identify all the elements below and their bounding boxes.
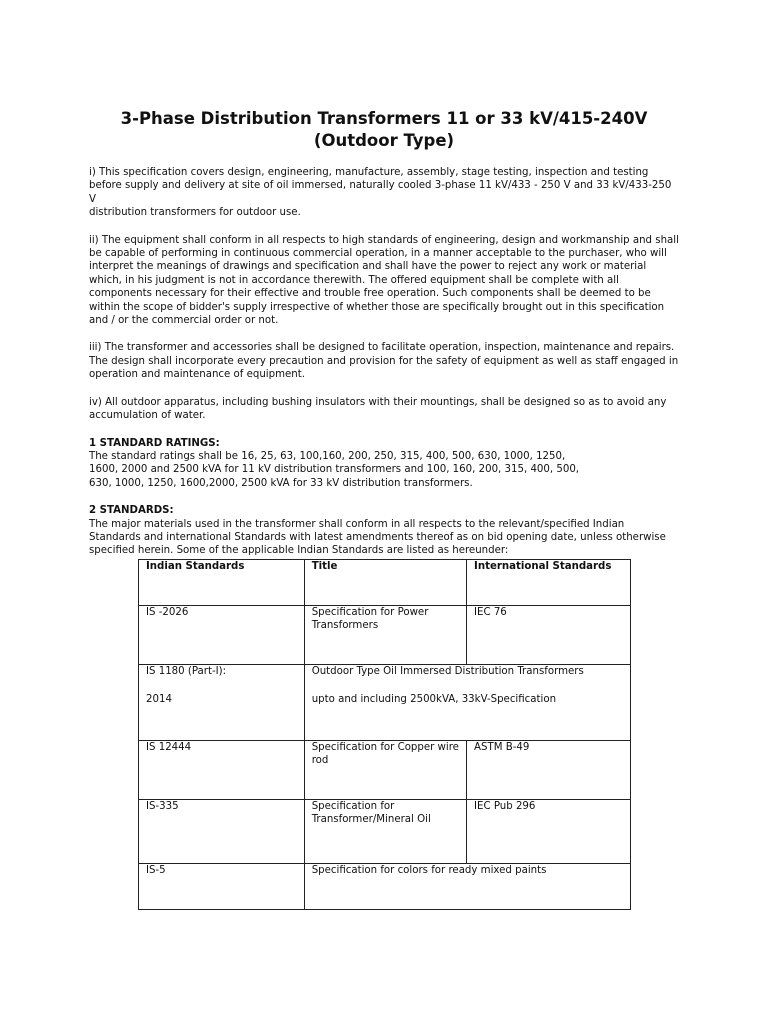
table-cell-line: upto and including 2500kVA, 33kV-Specification: [311, 694, 557, 706]
table-cell-title: Specification for Power Transformers: [304, 606, 466, 665]
table-header-row: [139, 560, 631, 606]
paragraph-standards-of-engineering: ii) The equipment shall conform in all respects to high standards of engineering, design and workmanship and shall be capable of performing in continuous commercial operation, in a manner acceptable to the purchaser, who will interpret the meanings of drawings and specification and shall have the power to reject any work or material which, in his judgment is not in accordance therewith. The offered equipment shall be complete with all components necessary for their effective and trouble free operation. Such components shall be deemed to be within the scope of bidder's supply irrespective of whether those are specifically brought out in this specification and / or the commercial order or not.: [89, 234, 679, 327]
paragraph-scope: i) This specification covers design, engineering, manufacture, assembly, stage testing, inspection and testing before supply and delivery at site of oil immersed, naturally cooled 3-phase 11 kV/433 - 250 V and 33 kV/433-250 V distribution transformers for outdoor use.: [89, 167, 672, 219]
table-row: [139, 741, 631, 800]
table-row: [139, 606, 631, 665]
paragraph-outdoor-apparatus: iv) All outdoor apparatus, including bushing insulators with their mountings, shall be designed so as to avoid any accumulation of water.: [89, 396, 667, 422]
table-cell-title: Specification for colors for ready mixed paints: [304, 864, 630, 910]
paragraph-design-safety: iii) The transformer and accessories shall be designed to facilitate operation, inspection, maintenance and repairs. The design shall incorporate every precaution and provision for the safety of equipment as well as staff engaged in operation and maintenance of equipment.: [89, 342, 679, 381]
table-row: [139, 864, 631, 910]
table-cell-line: 2014: [146, 694, 172, 706]
table-header-cell: International Standards: [467, 560, 631, 606]
section-body-standards: The major materials used in the transformer shall conform in all respects to the relevant/specified Indian Standards and international Standards with latest amendments thereof as on bid opening date, unless otherwise specified herein. Some of the applicable Indian Standards are listed as hereunder:: [89, 518, 666, 557]
table-cell-indian-standard: [139, 665, 305, 741]
table-cell-international-standard: IEC 76: [467, 606, 631, 665]
section-body-ratings: The standard ratings shall be 16, 25, 63, 100,160, 200, 250, 315, 400, 500, 630, 1000, 1250, 1600, 2000 and 2500 kVA for 11 kV distribution transformers and 100, 160, 200, 315, 400, 500, 630, 1000, 1250, 1600,2000, 2500 kVA for 33 kV distribution transformers.: [89, 450, 580, 489]
table-header-cell: Indian Standards: [139, 560, 305, 606]
table-row: [139, 665, 631, 741]
table-cell-indian-standard: IS-5: [139, 864, 305, 910]
table-row: [139, 800, 631, 864]
section-heading-standards: 2 STANDARDS:: [89, 505, 174, 517]
section-heading-ratings: 1 STANDARD RATINGS:: [89, 437, 220, 449]
table-cell-title: Specification for Copper wire rod: [304, 741, 466, 800]
table-cell-indian-standard: IS-335: [139, 800, 305, 864]
table-cell-indian-standard: IS 12444: [139, 741, 305, 800]
table-cell-international-standard: ASTM B-49: [467, 741, 631, 800]
table-cell-line: Outdoor Type Oil Immersed Distribution Transformers: [311, 666, 584, 677]
table-cell-line: IS 1180 (Part-I):: [146, 666, 227, 677]
standards-table: [138, 559, 631, 910]
table-cell-title: [304, 665, 630, 741]
table-cell-indian-standard: IS -2026: [139, 606, 305, 665]
document-page: [89, 108, 679, 572]
table-cell-international-standard: IEC Pub 296: [467, 800, 631, 864]
page-title: 3-Phase Distribution Transformers 11 or 33 kV/415-240V (Outdoor Type): [120, 109, 648, 150]
table-header-cell: Title: [304, 560, 466, 606]
table-cell-title: Specification for Transformer/Mineral Oil: [304, 800, 466, 864]
